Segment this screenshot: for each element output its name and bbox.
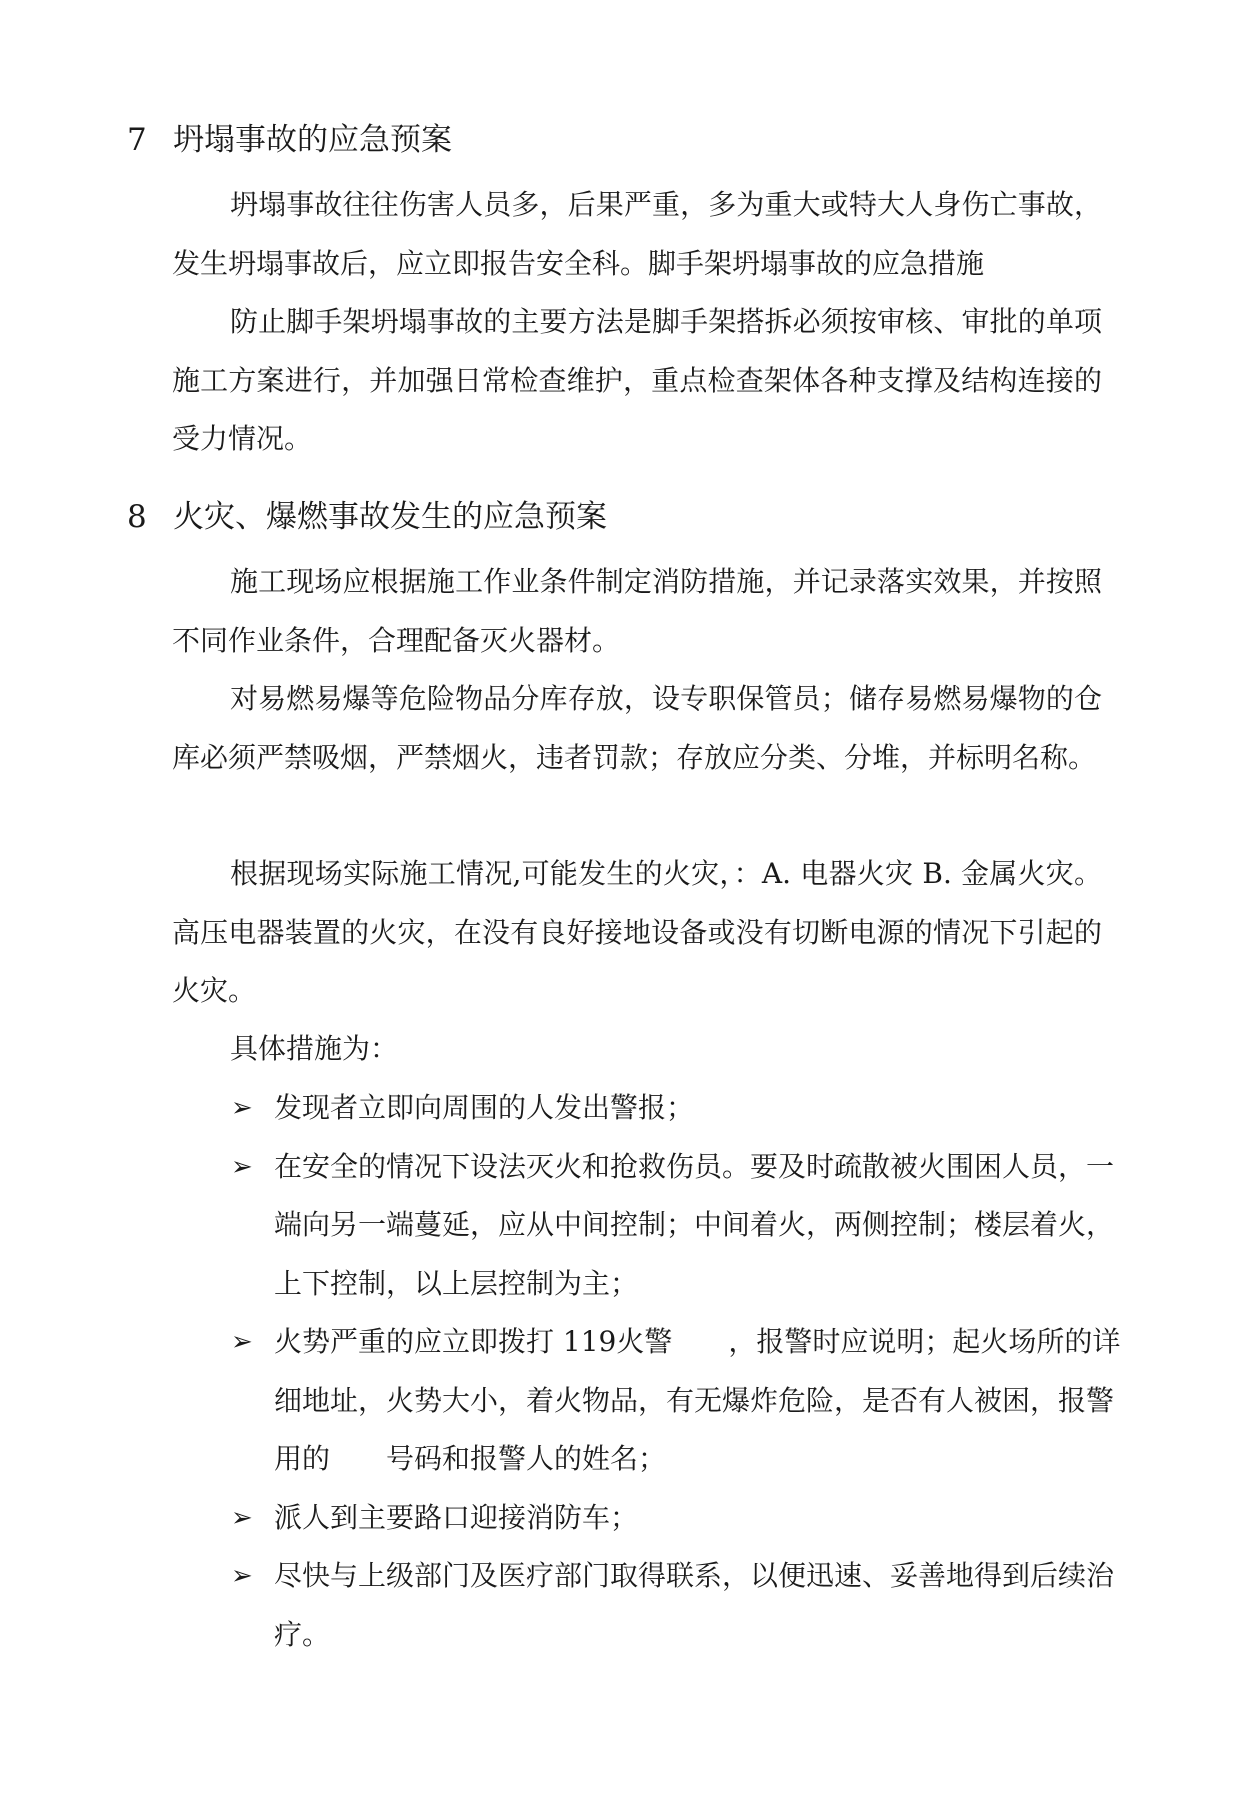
list-item-text: 发现者立即向周围的人发出警报；: [274, 1091, 695, 1124]
list-item: [231, 1489, 1131, 1548]
section-8-heading: [127, 497, 607, 537]
arrow-bullet-icon: ➢: [231, 1502, 253, 1533]
section-7-heading: [127, 120, 452, 160]
list-item-text: 派人到主要路口迎接消防车；: [274, 1500, 639, 1534]
list-item-text: 尽快与上级部门及医疗部门取得联系，以便迅速、妥善地得到后续治疗。: [274, 1559, 1115, 1651]
arrow-bullet-icon: ➢: [231, 1561, 253, 1591]
list-item: [231, 1079, 1131, 1138]
list-item-text: 火势严重的应立即拨打 119火警 ，报警时应说明；起火场所的详细地址，火势大小，着火物品，有无爆炸危险，是否有人被困，报警用的 号码和报警人的姓名；: [274, 1325, 1121, 1475]
section-7-title: 坍塌事故的应急预案: [173, 122, 452, 158]
fire-measures-list: [231, 1079, 1131, 1664]
section-7-paragraph-2: 防止脚手架坍塌事故的主要方法是脚手架搭拆必须按审核、审批的单项施工方案进行，并加强日常检查维护，重点检查架体各种支撑及结构连接的受力情况。: [172, 305, 1102, 455]
arrow-bullet-icon: ➢: [231, 1327, 253, 1357]
list-item: [231, 1138, 1131, 1314]
section-8-number: 8: [127, 499, 147, 535]
section-8-paragraph-4: 具体措施为：: [230, 1032, 399, 1065]
section-8-paragraph-1: 施工现场应根据施工作业条件制定消防措施，并记录落实效果，并按照不同作业条件，合理配备灭火器材。: [172, 565, 1102, 657]
section-8-paragraph-3: 根据现场实际施工情况,可能发生的火灾，：A. 电器火灾 B. 金属火灾。高压电器装置的火灾，在没有良好接地设备或没有切断电源的情况下引起的火灾。: [172, 857, 1102, 1007]
section-7-paragraph-1: 坍塌事故往往伤害人员多，后果严重，多为重大或特大人身伤亡事故，发生坍塌事故后，应立即报告安全科。脚手架坍塌事故的应急措施: [172, 188, 1102, 280]
section-7-number: 7: [127, 122, 147, 158]
list-item: [231, 1547, 1131, 1664]
arrow-bullet-icon: ➢: [231, 1093, 253, 1123]
arrow-bullet-icon: ➢: [231, 1151, 253, 1182]
list-item-text: 在安全的情况下设法灭火和抢救伤员。要及时疏散被火围困人员，一端向另一端蔓延，应从中间控制；中间着火，两侧控制；楼层着火，上下控制，以上层控制为主；: [274, 1149, 1115, 1300]
list-item: [231, 1313, 1131, 1489]
section-8-paragraph-2: 对易燃易爆等危险物品分库存放，设专职保管员；储存易燃易爆物的仓库必须严禁吸烟，严禁烟火，违者罚款；存放应分类、分堆，并标明名称。: [172, 682, 1102, 774]
section-8-title: 火灾、爆燃事故发生的应急预案: [173, 499, 607, 535]
